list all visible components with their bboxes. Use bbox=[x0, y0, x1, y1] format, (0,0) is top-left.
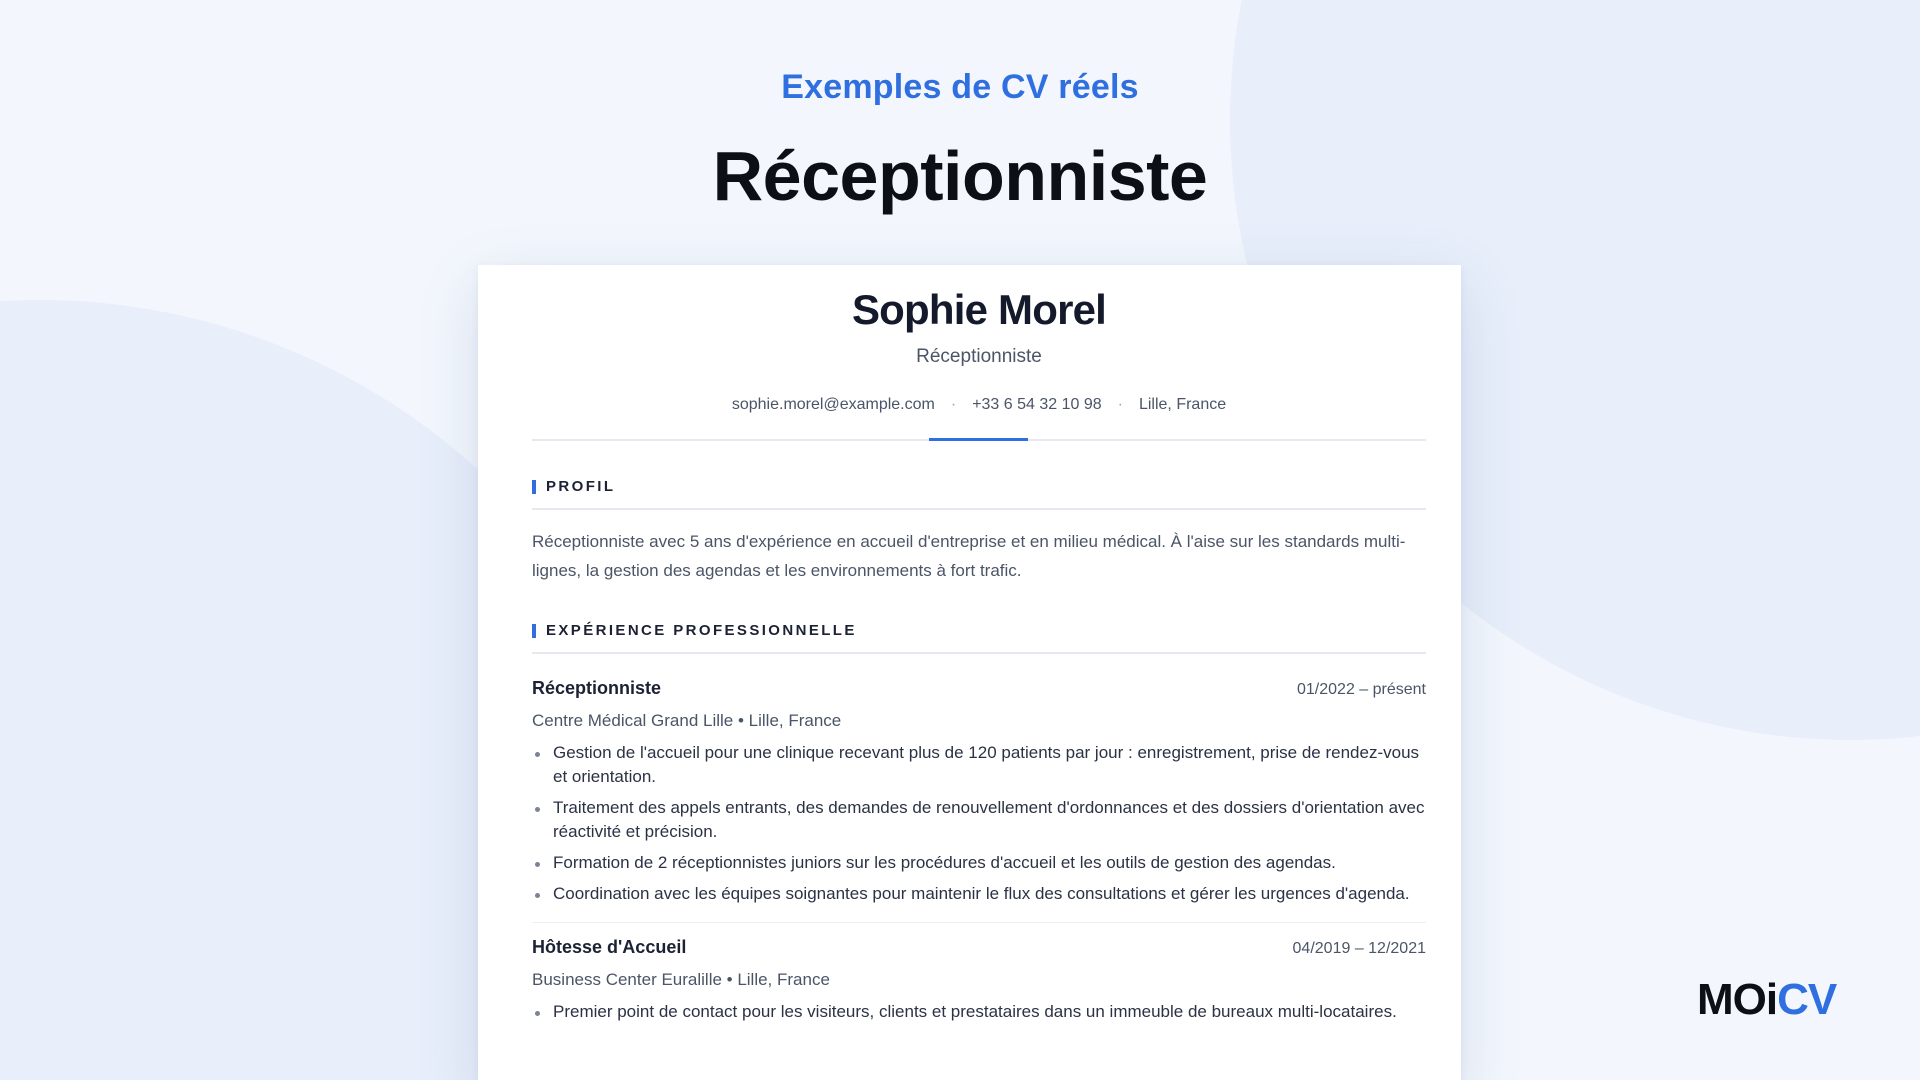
contact-location: Lille, France bbox=[1138, 396, 1227, 413]
section-title: PROFIL bbox=[546, 478, 616, 495]
section-marker-icon bbox=[532, 624, 536, 638]
contact-phone[interactable]: +33 6 54 32 10 98 bbox=[972, 396, 1102, 413]
contact-separator: · bbox=[1117, 396, 1123, 413]
job-dates: 04/2019 – 12/2021 bbox=[1292, 940, 1426, 957]
cv-document bbox=[478, 265, 1461, 1080]
job-dates: 01/2022 – présent bbox=[1297, 681, 1426, 698]
cv-role: Réceptionniste bbox=[916, 346, 1042, 367]
job-title: Hôtesse d'Accueil bbox=[532, 937, 687, 957]
brand-logo bbox=[1697, 975, 1836, 1025]
section-heading-profile bbox=[532, 478, 1426, 510]
header-divider-accent bbox=[929, 438, 1028, 441]
eyebrow-heading: Exemples de CV réels bbox=[781, 68, 1139, 106]
job-company: Centre Médical Grand Lille • Lille, France bbox=[532, 711, 842, 730]
contact-email[interactable]: sophie.morel@example.com bbox=[731, 396, 935, 413]
list-item: Premier point de contact pour les visiteurs, clients et prestataires dans un immeuble de bureaux multi-locataires. bbox=[532, 1000, 1426, 1024]
cv-contact-line bbox=[532, 394, 1426, 416]
job-entry bbox=[532, 654, 1426, 906]
list-item: Formation de 2 réceptionnistes juniors sur les procédures d'accueil et les outils de gestion des agendas. bbox=[532, 851, 1426, 875]
brand-logo-part: MOi bbox=[1697, 975, 1778, 1024]
job-company: Business Center Euralille • Lille, France bbox=[532, 970, 830, 989]
job-entry bbox=[532, 922, 1426, 1024]
job-title: Réceptionniste bbox=[532, 678, 662, 698]
page-title: Réceptionniste bbox=[712, 137, 1208, 215]
header-divider bbox=[532, 439, 1426, 441]
list-item: Gestion de l'accueil pour une clinique recevant plus de 120 patients par jour : enregistrement, prise de rendez-vous et orientation. bbox=[532, 741, 1426, 789]
job-bullets bbox=[532, 1000, 1426, 1024]
cv-content bbox=[532, 265, 1426, 1031]
brand-logo-part: CV bbox=[1777, 975, 1837, 1024]
profile-summary: Réceptionniste avec 5 ans d'expérience en accueil d'entreprise et en milieu médical. À l'aise sur les standards multi-lignes, la gestion des agendas et les environnements à fort trafic. bbox=[532, 532, 1406, 580]
list-item: Traitement des appels entrants, des demandes de renouvellement d'ordonnances et des dossiers d'orientation avec réactivité et précision. bbox=[532, 796, 1426, 844]
job-bullets bbox=[532, 741, 1426, 906]
job-header bbox=[532, 678, 1426, 699]
cv-name: Sophie Morel bbox=[851, 286, 1107, 333]
section-title: EXPÉRIENCE PROFESSIONNELLE bbox=[546, 622, 857, 639]
job-header bbox=[532, 937, 1426, 958]
list-item: Coordination avec les équipes soignantes pour maintenir le flux des consultations et gérer les urgences d'agenda. bbox=[532, 882, 1426, 906]
section-marker-icon bbox=[532, 480, 536, 494]
contact-separator: · bbox=[950, 396, 957, 413]
section-heading-experience bbox=[532, 622, 1426, 654]
